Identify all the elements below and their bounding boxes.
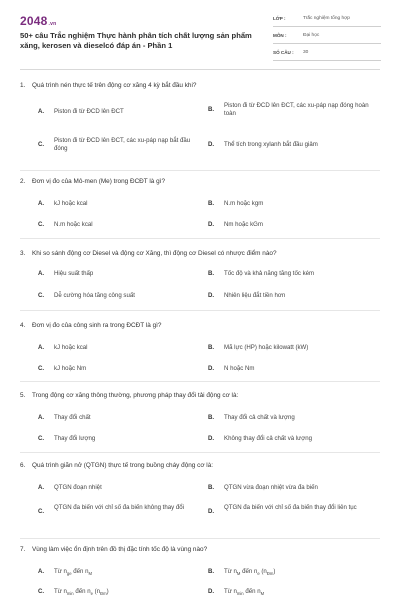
question-7: 7. Vùng làm việc ổn định trên đồ thị đặc tính tốc độ là vùng nào? A. Từ $n_{ge}$ đến $n_M$ B. Từ $n_M$ đến $n_e$ $(n_{Đm})$ C. Từ $n_{min}$ đến $n_e$ $(n_{Đm})$ D. Từ $n_{min}$ đến $n_M$ [20,546,382,554]
question-3: 3. Khi so sánh động cơ Diesel và động cơ Xăng, thì động cơ Diesel có nhược điểm nào? A. Hiệu suất thấp B. Tốc độ và khả năng tăng tốc kém C. Dễ cường hóa tăng công suất D. Nhiên liệu đắt tiền hơn [20,250,382,258]
question-text: 4. Đơn vị đo của công sinh ra trong ĐCĐT là gì? [20,322,162,329]
question-4: 4. Đơn vị đo của công sinh ra trong ĐCĐT là gì? A. kJ hoặc kcal B. Mã lực (HP) hoặc kilowatt (kW) C. kJ hoặc Nm D. N hoặc Nm [20,322,382,330]
question-separator [20,381,380,382]
class-value: Trắc nghiệm tổng hợp [303,16,350,21]
question-text: 1. Quá trình nén thực tế trên động cơ xăng 4 kỳ bắt đầu khi? [20,82,197,89]
class-label: LỚP : [273,16,286,21]
question-separator [20,538,380,539]
count-value: 30 [303,50,309,55]
header-divider [20,69,380,70]
meta-row-count [273,48,381,61]
question-separator [20,452,380,453]
question-text: 2. Đơn vị đo của Mô-men (Me) trong ĐCĐT là gì? [20,178,165,185]
question-text: 7. Vùng làm việc ổn định trên đồ thị đặc tính tốc độ là vùng nào? [20,546,208,553]
meta-panel [273,14,381,65]
question-2: 2. Đơn vị đo của Mô-men (Me) trong ĐCĐT là gì? A. kJ hoặc kcal B. N.m hoặc kgm C. N.m hoặc kcal D. Nm hoặc kGm [20,178,382,186]
site-logo[interactable] [20,14,56,28]
subject-label: MÔN : [273,33,287,38]
subject-value: Đại học [303,33,320,38]
question-separator [20,170,380,171]
count-label: SỐ CÂU : [273,50,294,55]
question-6: 6. Quá trình giãn nở (QTGN) thực tế trong buồng cháy động cơ là: A. QTGN đoạn nhiệt B. QTGN vừa đoạn nhiệt vừa đa biến C. QTGN đa biến với chỉ số đa biến không thay đổi D. QTGN đa biến với chỉ số đa biến thay đổi liên tục [20,462,382,470]
question-text: 3. Khi so sánh động cơ Diesel và động cơ Xăng, thì động cơ Diesel có nhược điểm nào? [20,250,277,257]
logo-sub: .vn [48,21,57,27]
document-title: 50+ câu Trắc nghiệm Thực hành phân tích chất lượng sản phẩm xăng, kerosen và dieselcó đáp án - Phần 1 [20,31,252,50]
question-5: 5. Trong động cơ xăng thông thường, phương pháp thay đổi tải động cơ là: A. Thay đổi chất B. Thay đổi cả chất và lượng C. Thay đổi lượng D. Không thay đổi cả chất và lượng [20,392,382,400]
question-separator [20,238,380,239]
question-separator [20,310,380,311]
question-text: 6. Quá trình giãn nở (QTGN) thực tế trong buồng cháy động cơ là: [20,462,214,469]
question-1: 1. Quá trình nén thực tế trên động cơ xăng 4 kỳ bắt đầu khi? A. Piston đi từ ĐCD lên ĐCT B. Piston đi từ ĐCD lên ĐCT, các xu-páp nạp đóng hoàn toàn C. Piston đi từ ĐCD lên ĐCT, các xu-páp nạp bắt đầu đóng D. Thể tích trong xylanh bắt đầu giảm [20,82,382,90]
meta-row-class [273,14,381,27]
question-text: 5. Trong động cơ xăng thông thường, phương pháp thay đổi tải động cơ là: [20,392,239,399]
logo-main: 2048 [20,14,48,28]
meta-row-subject [273,31,381,44]
